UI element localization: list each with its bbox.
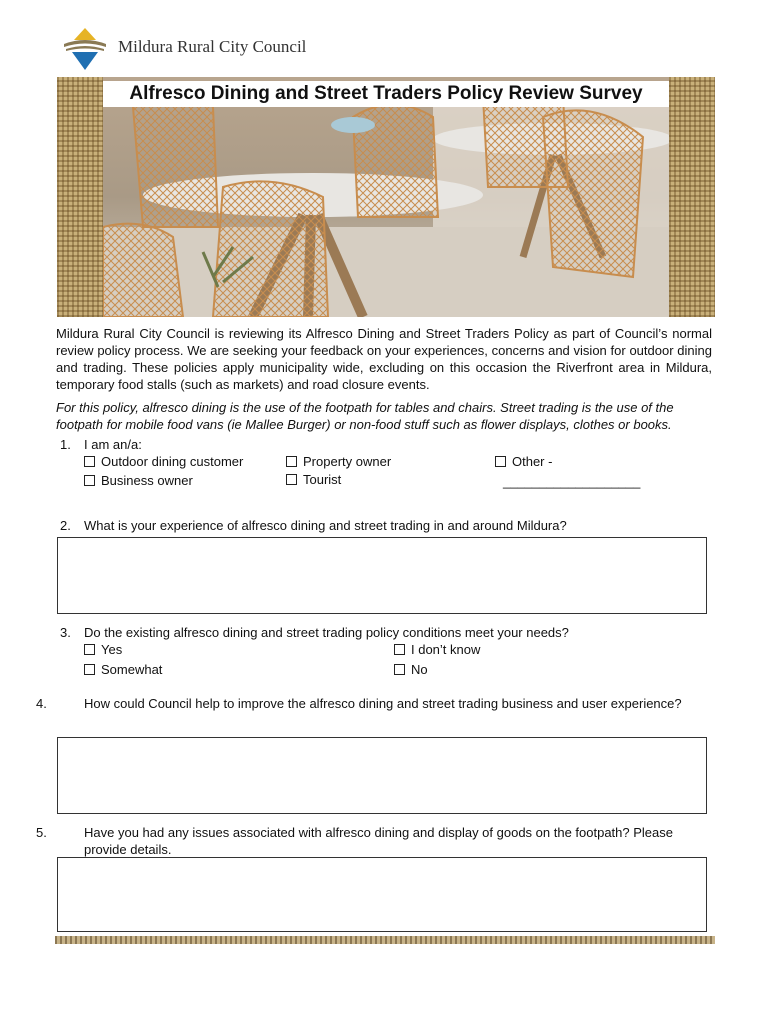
option-no[interactable] [394,661,428,678]
checkbox[interactable] [286,474,297,485]
other-text-line[interactable]: ___________________ [503,474,641,489]
option-business-owner[interactable] [84,472,193,489]
intro-paragraph: Mildura Rural City Council is reviewing its Alfresco Dining and Street Traders Policy as part of Council’s normal review policy process. We are seeking your feedback on your experiences, concerns and vision for outdoor dining and trading. These policies apply municipality wide, excluding on this occasion the Riverfront area in Mildura, temporary food stalls (such as markets) and road closure events. [56,326,712,392]
option-label: Tourist [303,472,342,487]
burlap-footer-strip [55,936,715,944]
question-5-text: Have you had any issues associated with alfresco dining and display of goods on the footpath? Please provide details. [84,825,673,857]
question-5 [36,824,714,858]
question-1-text: I am an/a: [84,437,142,452]
question-2-text: What is your experience of alfresco dining and street trading in and around Mildura? [84,518,567,533]
option-label: Outdoor dining customer [101,454,244,469]
question-4-text: How could Council help to improve the alfresco dining and street trading business and user experience? [84,696,682,711]
question-3 [60,624,710,641]
council-name: Mildura Rural City Council [118,37,307,56]
question-4 [36,695,684,712]
question-3-text: Do the existing alfresco dining and street trading policy conditions meet your needs? [84,625,569,640]
burlap-border-right [669,77,715,317]
option-yes[interactable] [84,641,122,658]
burlap-border-left [57,77,103,317]
question-1-number: 1. [60,437,71,452]
checkbox[interactable] [84,475,95,486]
question-1 [60,436,710,453]
option-label: Somewhat [101,662,163,677]
option-property-owner[interactable] [286,453,391,470]
checkbox[interactable] [394,664,405,675]
checkbox[interactable] [84,644,95,655]
checkbox[interactable] [394,644,405,655]
definition-paragraph: For this policy, alfresco dining is the use of the footpath for tables and chairs. Street trading is the use of the footpath for mobile food vans (ie Mallee Burger) or non-food stuff such as flower displays, clothes or books. [56,400,674,432]
answer-box-q2[interactable] [57,537,707,614]
checkbox[interactable] [495,456,506,467]
option-tourist[interactable] [286,471,341,488]
question-5-number: 5. [36,825,47,840]
option-label: No [411,662,428,677]
checkbox[interactable] [84,456,95,467]
answer-box-q4[interactable] [57,737,707,814]
option-label: Business owner [101,473,193,488]
hero-banner [57,77,715,317]
council-logo [62,26,108,70]
option-label: Property owner [303,454,392,469]
option-outdoor-dining[interactable] [84,453,243,470]
option-label: Yes [101,642,123,657]
answer-box-q5[interactable] [57,857,707,932]
cafe-chairs-photo [103,77,669,317]
question-2 [60,517,710,534]
checkbox[interactable] [286,456,297,467]
option-label: I don’t know [411,642,481,657]
survey-title: Alfresco Dining and Street Traders Policy Review Survey [103,81,669,107]
checkbox[interactable] [84,664,95,675]
option-label: Other - [512,454,553,469]
option-other[interactable] [495,453,552,470]
question-4-number: 4. [36,696,47,711]
option-dont-know[interactable] [394,641,480,658]
option-somewhat[interactable] [84,661,162,678]
question-2-number: 2. [60,518,71,533]
question-3-number: 3. [60,625,71,640]
